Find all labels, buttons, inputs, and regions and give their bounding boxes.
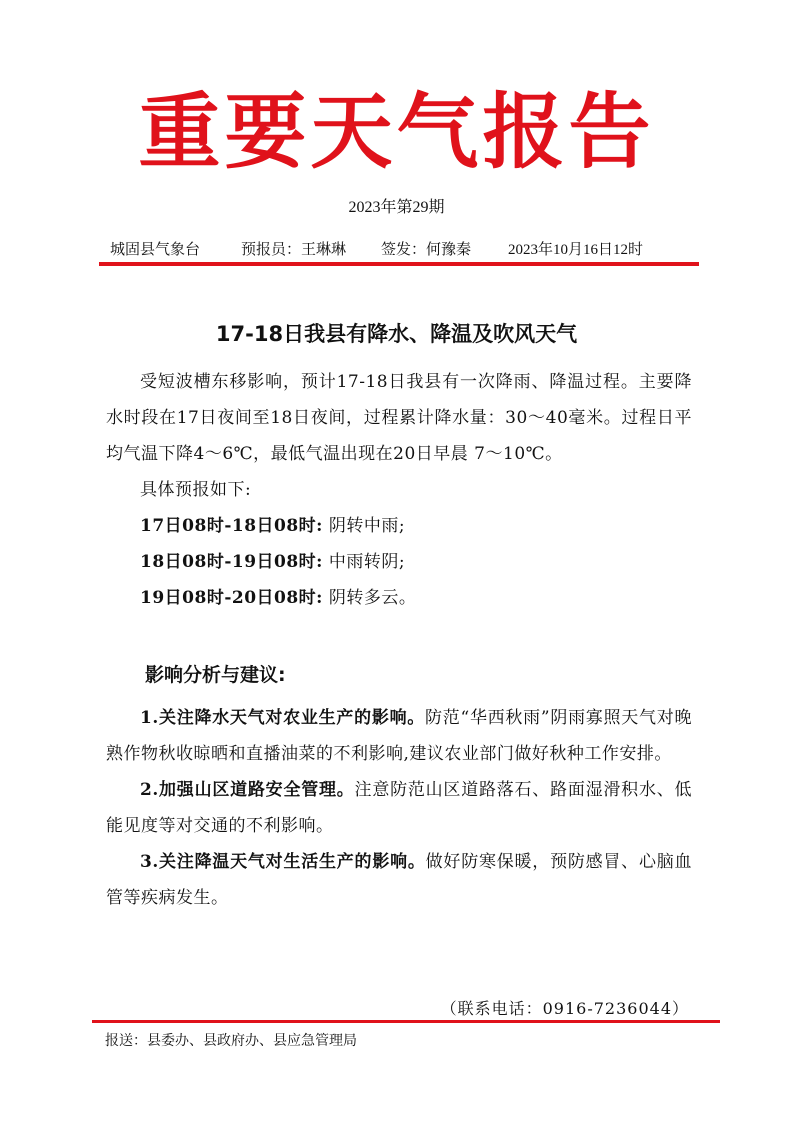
- footer-divider: [92, 1020, 720, 1023]
- forecast-period: 19日08时-20日08时:: [140, 588, 323, 608]
- advice-heading: 影响分析与建议:: [145, 664, 286, 686]
- issue-datetime: 2023年10月16日12时: [508, 242, 644, 258]
- send-to-list: 报送：县委办、县政府办、县应急管理局: [105, 1034, 357, 1049]
- intro-paragraph: 受短波槽东移影响，预计17-18日我县有一次降雨、降温过程。主要降水时段在17日夜间至18日夜间，过程累计降水量：30～40毫米。过程日平均气温下降4～6℃，最低气温出现在20日早晨 7～10℃。: [106, 372, 692, 464]
- advice-item: [106, 844, 692, 916]
- forecast-item: [106, 580, 692, 616]
- intro-block: [106, 364, 692, 616]
- advice-text: 注意防范山区道路落石、路面湿滑积水、低能见度等对交通的不利影响。: [106, 780, 692, 836]
- advice-item: [106, 772, 692, 844]
- forecast-weather: 阴转中雨;: [328, 516, 406, 536]
- forecast-label: 具体预报如下:: [140, 480, 252, 500]
- forecast-item: [106, 508, 692, 544]
- article-headline: 17-18日我县有降水、降温及吹风天气: [215, 322, 578, 346]
- header-divider: [99, 262, 699, 266]
- forecast-period: 18日08时-19日08时:: [140, 552, 323, 572]
- advice-text: 做好防寒保暖，预防感冒、心脑血管等疾病发生。: [106, 852, 693, 908]
- forecast-item: [106, 544, 692, 580]
- issue-number: 2023年第29期: [348, 199, 445, 216]
- station-name: 城固县气象台: [110, 242, 201, 258]
- advice-title: 3.关注降温天气对生活生产的影响。: [140, 852, 426, 872]
- signer: 签发：何豫秦: [381, 242, 472, 258]
- forecast-period: 17日08时-18日08时:: [140, 516, 323, 536]
- advice-title: 2.加强山区道路安全管理。: [140, 780, 355, 800]
- forecaster: 预报员：王琳琳: [241, 242, 347, 258]
- advice-block: [106, 700, 692, 916]
- report-masthead: 重要天气报告: [138, 84, 655, 180]
- advice-title: 1.关注降水天气对农业生产的影响。: [140, 708, 426, 728]
- contact-phone: （联系电话：0916-7236044）: [440, 999, 689, 1018]
- forecast-weather: 阴转多云。: [328, 588, 417, 608]
- advice-text: 防范“华西秋雨”阴雨寡照天气对晚熟作物秋收晾晒和直播油菜的不利影响,建议农业部门做好秋种工作安排。: [106, 708, 692, 764]
- forecast-weather: 中雨转阴;: [328, 552, 406, 572]
- advice-item: [106, 700, 692, 772]
